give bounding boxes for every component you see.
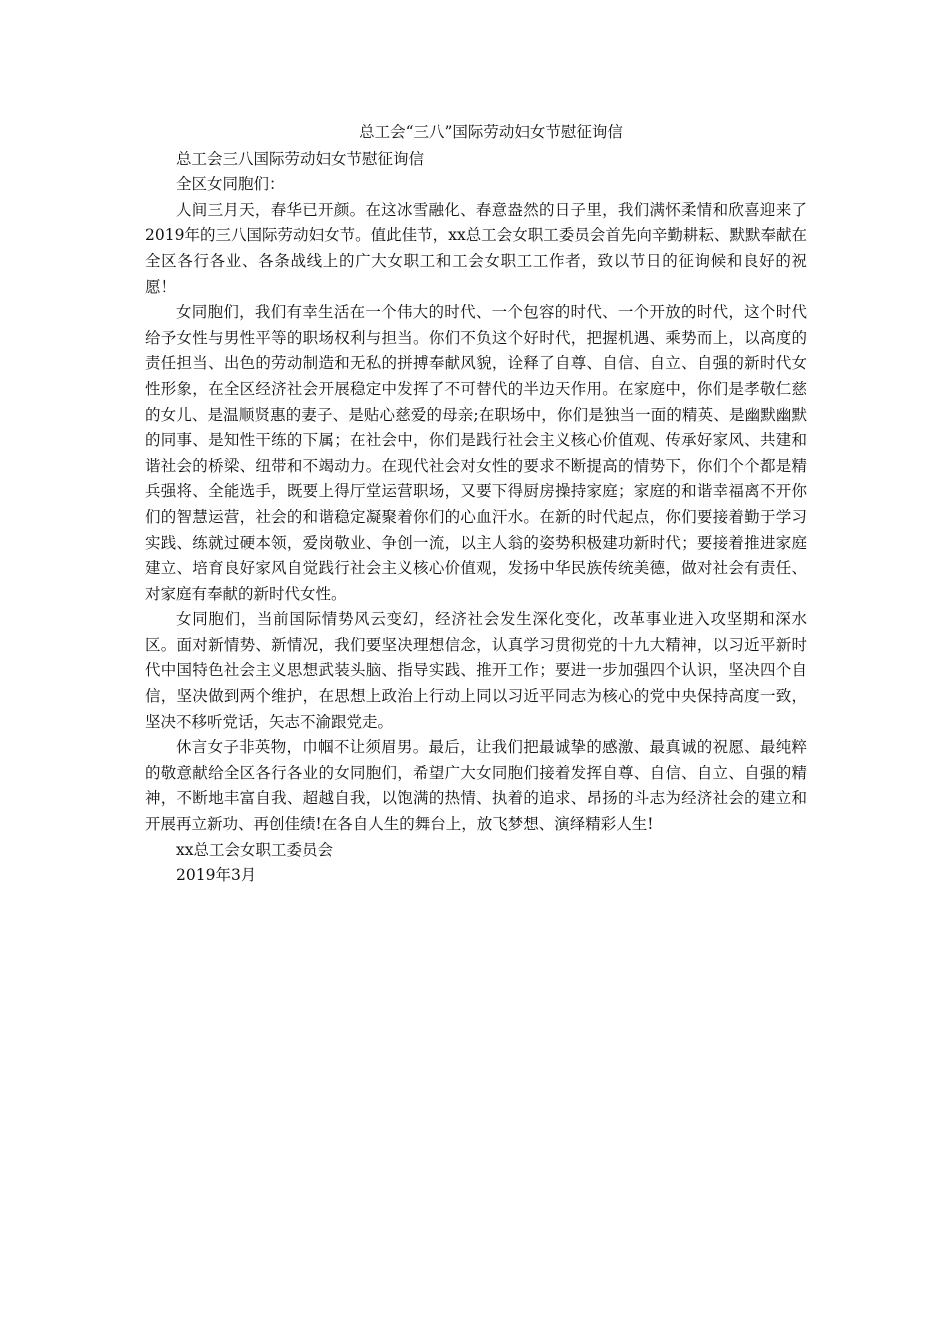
body-paragraph-1: 人间三月天，春华已开颜。在这冰雪融化、春意盎然的日子里，我们满怀柔情和欣喜迎来了2019年的三八国际劳动妇女节。值此佳节，xx总工会女职工委员会首先向辛勤耕耘、默默奉献在全区各行各业、各条战线上的广大女职工和工会女职工工作者，致以节日的征询候和良好的祝愿！ bbox=[145, 200, 807, 296]
document-subtitle: 总工会三八国际劳动妇女节慰征询信 bbox=[176, 149, 425, 168]
document-title: 总工会“三八”国际劳动妇女节慰征询信 bbox=[359, 123, 623, 141]
body-paragraph-3: 女同胞们，当前国际情势风云变幻，经济社会发生深化变化，改革事业进入攻坚期和深水区。面对新情势、新情况，我们要坚决理想信念，认真学习贯彻党的十九大精神，以习近平新时代中国特色社会主义思想武装头脑、指导实践、推开工作；要进一步加强四个认识，坚决四个自信，坚决做到两个维护，在思想上政治上行动上同以习近平同志为核心的党中央保持高度一致，坚决不移听党话，矢志不渝跟党走。 bbox=[145, 610, 807, 731]
signature: xx总工会女职工委员会 bbox=[176, 840, 333, 859]
body-paragraph-2: 女同胞们，我们有幸生活在一个伟大的时代、一个包容的时代、一个开放的时代，这个时代给予女性与男性平等的职场权利与担当。你们不负这个好时代，把握机遇、乘势而上，以高度的责任担当、出色的劳动制造和无私的拼搏奉献风貌，诠释了自尊、自信、自立、自强的新时代女性形象，在全区经济社会开展稳定中发挥了不可替代的半边天作用。在家庭中，你们是孝敬仁慈的女儿、是温顺贤惠的妻子、是贴心慈爱的母亲;在职场中，你们是独当一面的精英、是幽默幽默的同事、是知性干练的下属；在社会中，你们是践行社会主义核心价值观、传承好家风、共建和谐社会的桥梁、纽带和不竭动力。在现代社会对女性的要求不断提高的情势下，你们个个都是精兵强将、全能选手，既要上得厅堂运营职场，又要下得厨房操持家庭；家庭的和谐幸福离不开你们的智慧运营，社会的和谐稳定凝聚着你们的心血汗水。在新的时代起点，你们要接着勤于学习实践、练就过硬本领，爱岗敬业、争创一流，以主人翁的姿势积极建功新时代；要接着推进家庭建立、培育良好家风自觉践行社会主义核心价值观，发扬中华民族传统美德，做对社会有责任、对家庭有奉献的新时代女性。 bbox=[145, 303, 807, 603]
letter-document bbox=[145, 120, 807, 889]
date: 2019年3月 bbox=[176, 866, 257, 885]
body-paragraph-4: 休言女子非英物，巾帼不让须眉男。最后，让我们把最诚挚的感激、最真诚的祝愿、最纯粹的敬意献给全区各行各业的女同胞们，希望广大女同胞们接着发挥自尊、自信、自立、自强的精神，不断地丰富自我、超越自我，以饱满的热情、执着的追求、昂扬的斗志为经济社会的建立和开展再立新功、再创佳绩!在各自人生的舞台上，放飞梦想、演绎精彩人生! bbox=[145, 738, 807, 834]
salutation: 全区女同胞们： bbox=[176, 175, 285, 194]
